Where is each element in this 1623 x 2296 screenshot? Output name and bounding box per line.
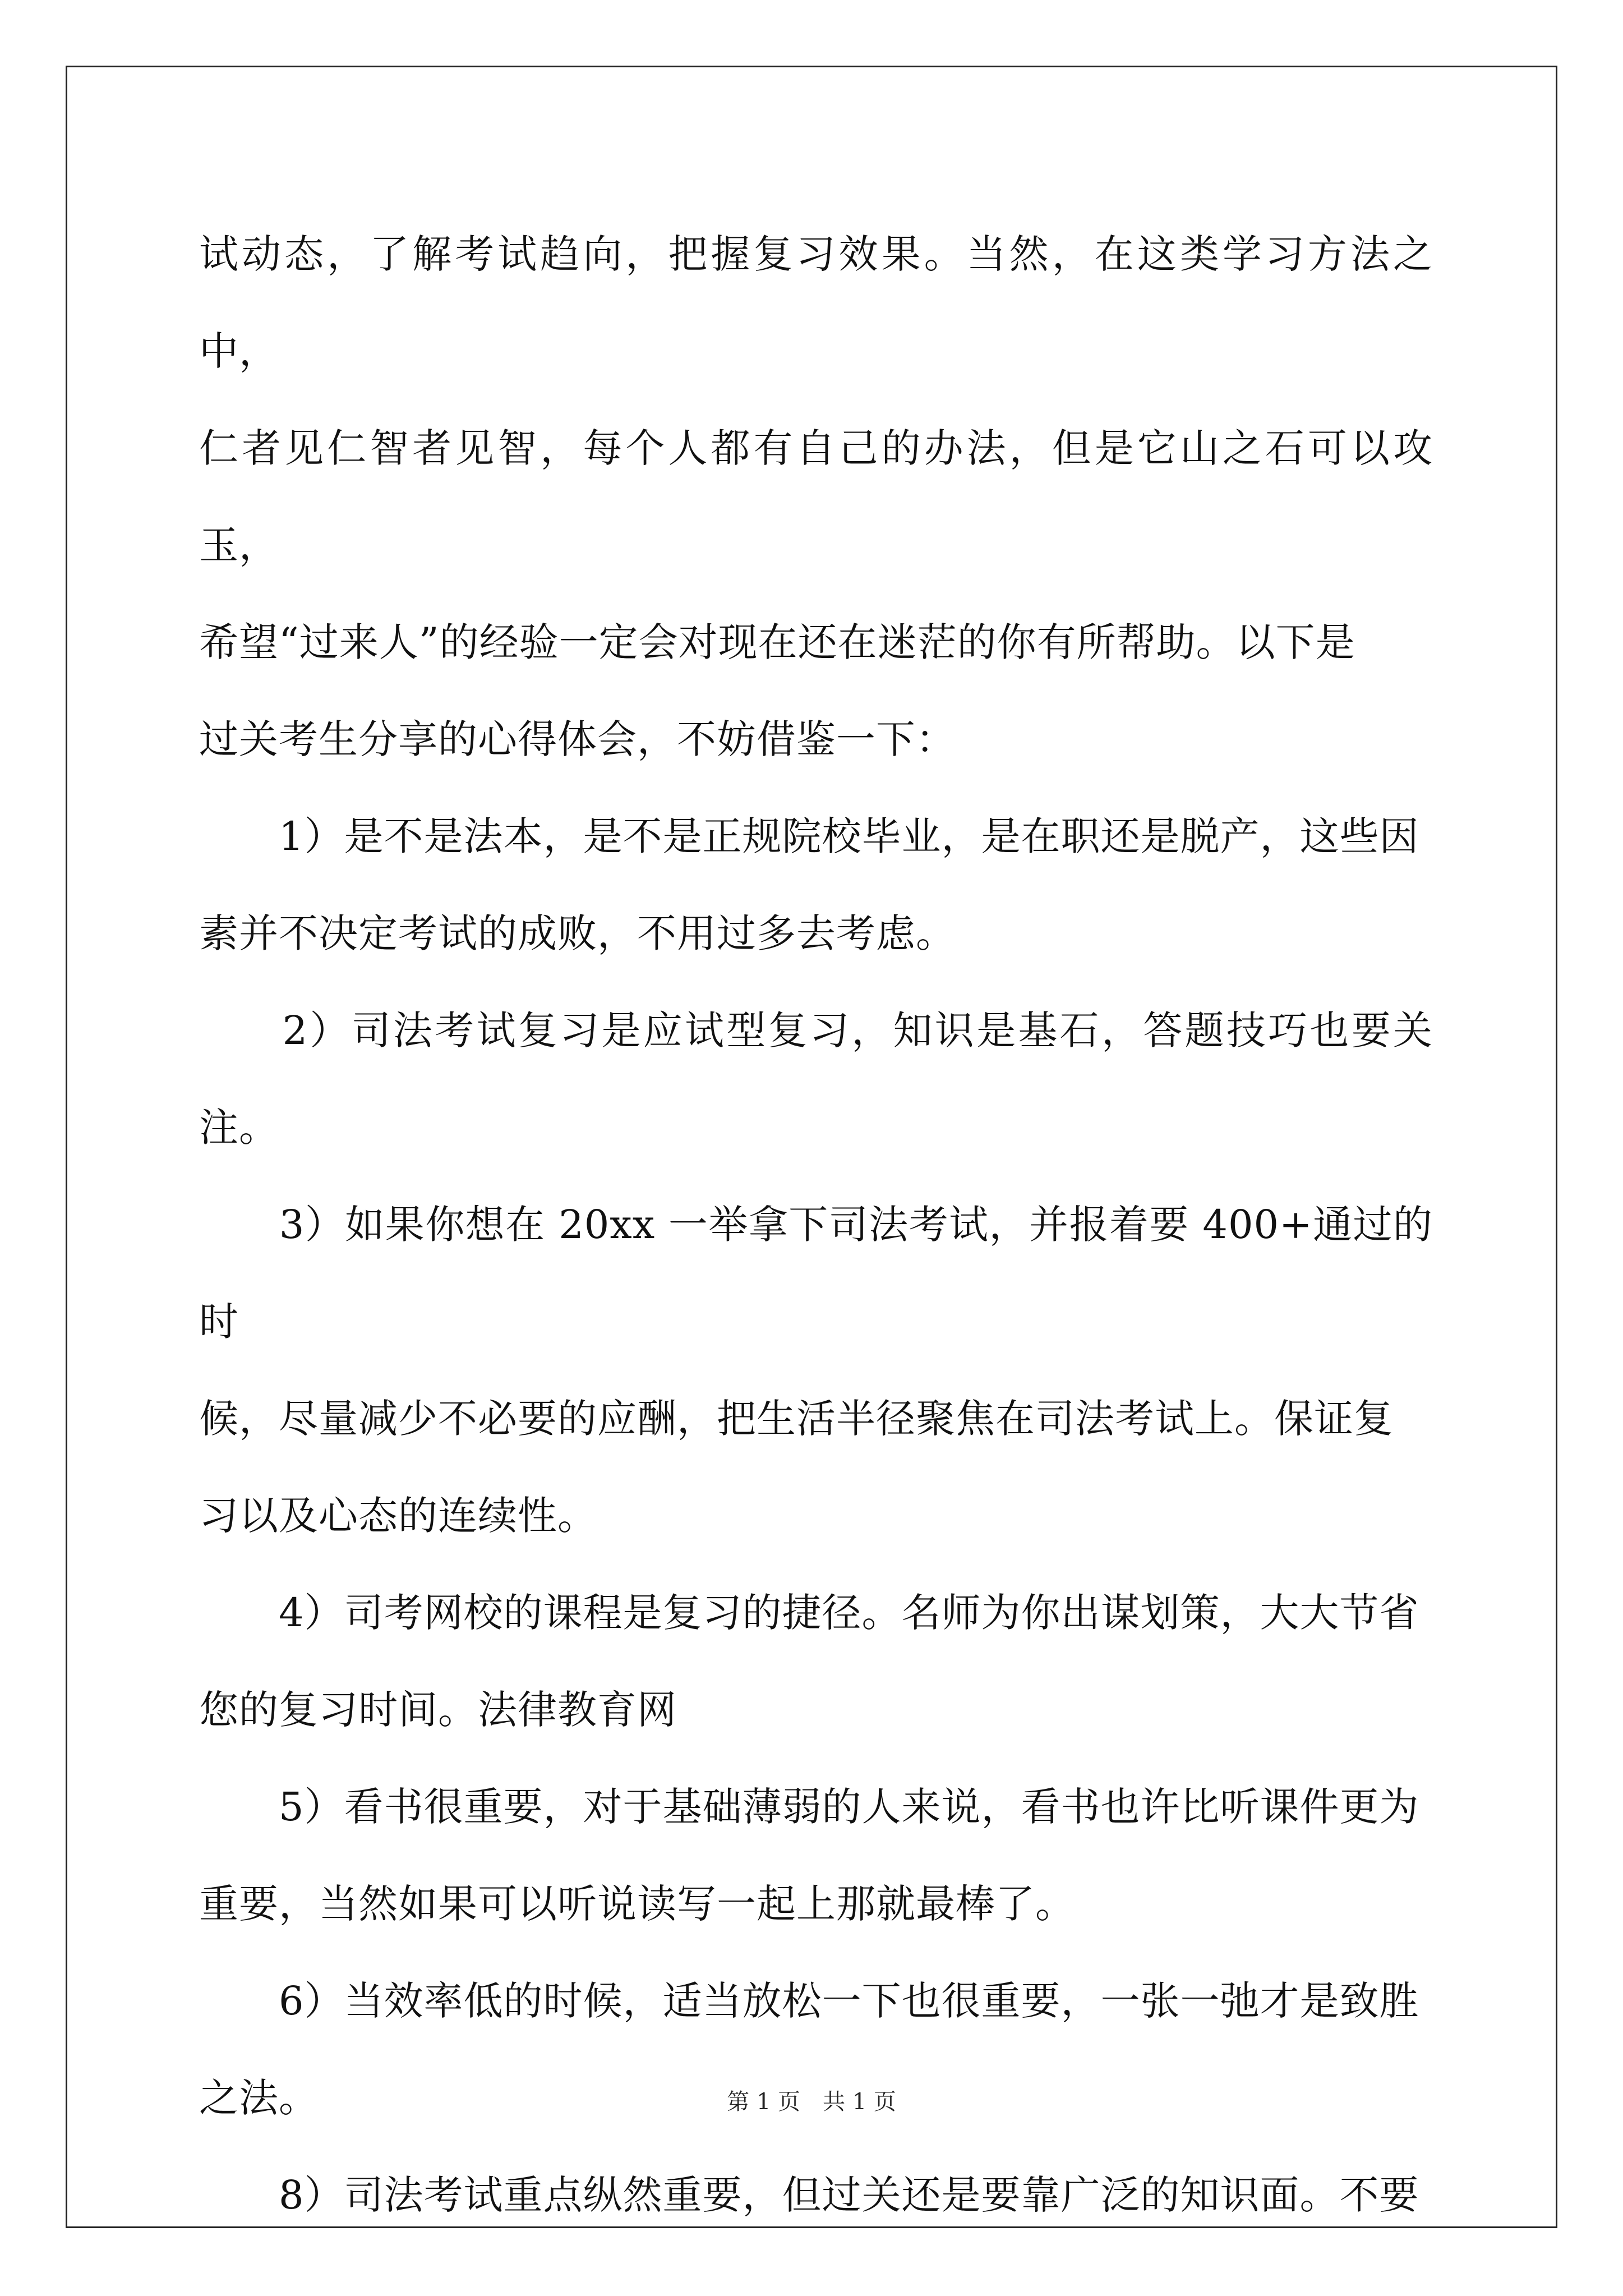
page-total: 共 1 页: [823, 2089, 896, 2115]
paragraph-item-8: [199, 2147, 1433, 2244]
text-line: 6）当效率低的时候，适当放松一下也很重要，一张一弛才是致胜: [199, 1978, 1419, 2024]
text-line: 候，尽量减少不必要的应酬，把生活半径聚焦在司法考试上。保证复: [199, 1396, 1394, 1442]
text-line: 过关考生分享的心得体会，不妨借鉴一下：: [199, 716, 956, 762]
text-line: 8）司法考试重点纵然重要，但过关还是要靠广泛的知识面。不要: [199, 2172, 1419, 2218]
text-line: 希望“过来人”的经验一定会对现在还在迷茫的你有所帮助。以下是: [199, 619, 1355, 665]
text-line: 素并不决定考试的成败，不用过多去考虑。: [199, 910, 956, 956]
paragraph-intro: [199, 206, 1433, 788]
text-line: 试动态，了解考试趋向，把握复习效果。当然，在这类学习方法之中，: [199, 231, 1433, 374]
paragraph-item-5: [199, 1759, 1433, 1953]
text-line: 5）看书很重要，对于基础薄弱的人来说，看书也许比听课件更为: [199, 1784, 1419, 1830]
paragraph-item-2: [199, 982, 1433, 1176]
text-line: 重要，当然如果可以听说读写一起上那就最棒了。: [199, 1881, 1075, 1927]
text-line: 您的复习时间。法律教育网: [199, 1687, 677, 1733]
page-number: 第 1 页: [727, 2089, 800, 2115]
paragraph-item-1: [199, 788, 1433, 982]
text-line: 仁者见仁智者见智，每个人都有自己的办法，但是它山之石可以攻玉，: [199, 425, 1433, 568]
paragraph-item-6: [199, 1953, 1433, 2147]
text-line: 习以及心态的连续性。: [199, 1493, 597, 1539]
paragraph-item-4: [199, 1565, 1433, 1759]
text-line: 3）如果你想在 20xx 一举拿下司法考试，并报着要 400+通过的时: [199, 1202, 1433, 1345]
paragraph-item-3: [199, 1176, 1433, 1565]
document-body: [199, 206, 1433, 2244]
text-line: 2）司法考试复习是应试型复习，知识是基石，答题技巧也要关注。: [199, 1007, 1433, 1151]
text-line: 之法。: [199, 2075, 319, 2121]
text-line: 1）是不是法本，是不是正规院校毕业，是在职还是脱产，这些因: [199, 813, 1419, 859]
page-footer: [0, 2084, 1623, 2116]
text-line: 4）司考网校的课程是复习的捷径。名师为你出谋划策，大大节省: [199, 1590, 1419, 1636]
